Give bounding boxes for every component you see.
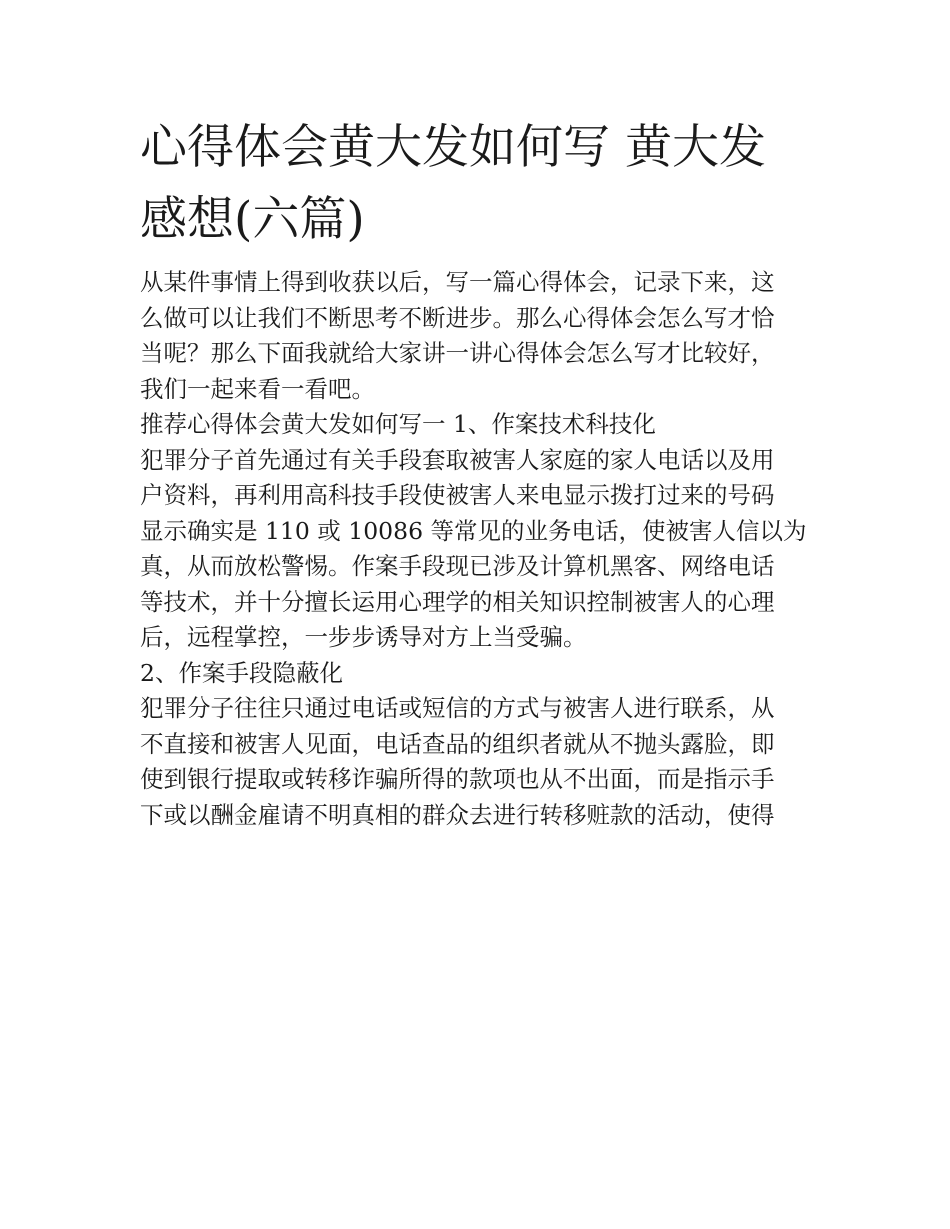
text-line: 从某件事情上得到收获以后，写一篇心得体会，记录下来，这 (140, 268, 775, 296)
text-line: 犯罪分子首先通过有关手段套取被害人家庭的家人电话以及用 (140, 445, 775, 474)
paragraph-intro (140, 265, 815, 407)
text-line: 等技术，并十分擅长运用心理学的相关知识控制被害人的心理 (140, 587, 775, 616)
paragraph-section-2 (140, 691, 815, 833)
text-line: 么做可以让我们不断思考不断进步。那么心得体会怎么写才恰 (140, 303, 775, 332)
text-line: 使到银行提取或转移诈骗所得的款项也从不出面，而是指示手 (140, 765, 775, 793)
text-line: 户资料，再利用高科技手段使被害人来电显示拨打过来的号码 (140, 481, 775, 509)
text-line: 显示确实是 110 或 10086 等常见的业务电话，使被害人信以为 (140, 516, 807, 545)
section-heading-1 (140, 407, 815, 443)
document-title (140, 112, 815, 256)
title-line-1: 心得体会黄大发如何写 黄大发 (140, 120, 766, 175)
text-line: 不直接和被害人见面，电话查品的组织者就从不抛头露脸，即 (140, 729, 775, 758)
text-line: 2、作案手段隐蔽化 (140, 658, 343, 687)
paragraph-section-1 (140, 443, 815, 656)
title-line-2: 感想(六篇) (140, 192, 365, 247)
text-line: 犯罪分子往往只通过电话或短信的方式与被害人进行联系，从 (140, 694, 775, 722)
text-line: 真，从而放松警惕。作案手段现已涉及计算机黑客、网络电话 (140, 552, 775, 580)
document-page (140, 112, 815, 833)
text-line: 我们一起来看一看吧。 (140, 374, 375, 403)
section-heading-2 (140, 656, 815, 692)
text-line: 后，远程掌控，一步步诱导对方上当受骗。 (140, 623, 587, 651)
text-line: 下或以酬金雇请不明真相的群众去进行转移赃款的活动，使得 (140, 800, 775, 829)
text-line: 当呢？那么下面我就给大家讲一讲心得体会怎么写才比较好， (140, 339, 775, 367)
document-body (140, 265, 815, 833)
text-line: 推荐心得体会黄大发如何写一 1、作案技术科技化 (140, 410, 656, 438)
